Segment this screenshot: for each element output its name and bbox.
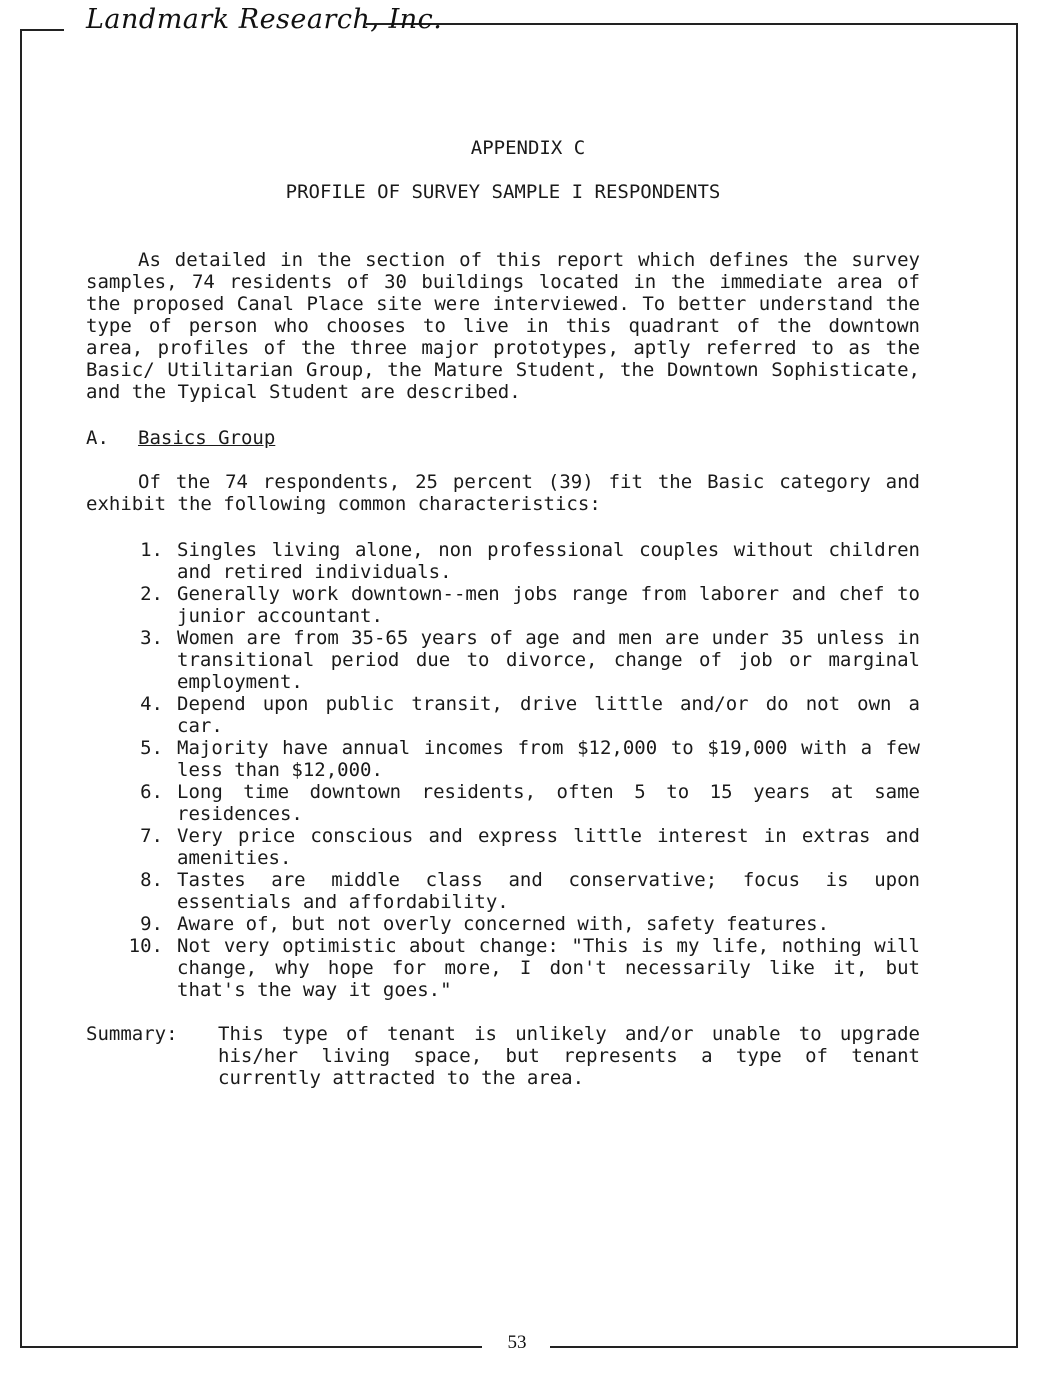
- appendix-title: APPENDIX C: [470, 137, 586, 159]
- list-item-text: Long time downtown residents, often 5 to 15 years at same residences.: [177, 781, 920, 825]
- list-item-text: Aware of, but not overly concerned with, safety features.: [177, 913, 830, 935]
- basics-paragraph: Of the 74 respondents, 25 percent (39) fit the Basic category and exhibit the following common characteristics:: [86, 471, 920, 515]
- summary-label: Summary:: [86, 1023, 178, 1045]
- list-item-number: 5.: [140, 737, 163, 759]
- list-item: [86, 781, 920, 825]
- list-item-text: Very price conscious and express little interest in extras and amenities.: [177, 825, 920, 869]
- border-right: [1016, 23, 1018, 1347]
- document-body: [86, 137, 920, 1089]
- list-item-number: 9.: [140, 913, 163, 935]
- summary-text: This type of tenant is unlikely and/or unable to upgrade his/her living space, but represents a type of tenant currently attracted to the area.: [218, 1023, 920, 1089]
- list-item: [86, 825, 920, 869]
- list-item-number: 4.: [140, 693, 163, 715]
- list-item-number: 6.: [140, 781, 163, 803]
- list-item-text: Generally work downtown--men jobs range from laborer and chef to junior accountant.: [177, 583, 920, 627]
- list-item-text: Tastes are middle class and conservative; focus is upon essentials and affordability.: [177, 869, 920, 913]
- profile-title: PROFILE OF SURVEY SAMPLE I RESPONDENTS: [285, 181, 721, 203]
- list-item-text: Not very optimistic about change: "This is my life, nothing will change, why hope for more, I don't necessarily like it, but that's the way it goes.": [177, 935, 920, 1001]
- list-item-number: 3.: [140, 627, 163, 649]
- list-item: [86, 693, 920, 737]
- list-item-text: Singles living alone, non professional couples without children and retired individuals.: [177, 539, 920, 583]
- list-item-number: 8.: [140, 869, 163, 891]
- list-item: [86, 627, 920, 693]
- list-item-text: Depend upon public transit, drive little and/or do not own a car.: [177, 693, 920, 737]
- list-item-text: Women are from 35-65 years of age and men are under 35 unless in transitional period due to divorce, change of job or marginal employment.: [177, 627, 920, 693]
- list-item: [86, 935, 920, 1001]
- section-a-heading: [86, 427, 920, 449]
- list-item-number: 2.: [140, 583, 163, 605]
- border-bottom-right: [550, 1346, 1018, 1348]
- intro-paragraph: As detailed in the section of this report which defines the survey samples, 74 residents of 30 buildings located in the immediate area of the proposed Canal Place site were interviewed. To better understand the type of person who chooses to live in this quadrant of the downtown area, profiles of the three major prototypes, aptly referred to as the Basic/ Utilitarian Group, the Mature Student, the Downtown Sophisticate, and the Typical Student are described.: [86, 249, 920, 403]
- list-item: [86, 869, 920, 913]
- list-item: [86, 583, 920, 627]
- list-item-number: 10.: [128, 935, 163, 957]
- list-item: [86, 539, 920, 583]
- summary-block: [86, 1023, 920, 1089]
- border-top-right: [366, 23, 1018, 25]
- list-item-text: Majority have annual incomes from $12,000 to $19,000 with a few less than $12,000.: [177, 737, 920, 781]
- border-top-left: [20, 29, 64, 31]
- list-item-number: 1.: [140, 539, 163, 561]
- section-letter: A.: [86, 427, 109, 449]
- company-logo: Landmark Research, Inc.: [86, 4, 443, 35]
- border-left: [20, 29, 22, 1347]
- border-bottom-left: [20, 1346, 482, 1348]
- characteristics-list: [86, 539, 920, 1001]
- list-item-number: 7.: [140, 825, 163, 847]
- list-item: [86, 913, 920, 935]
- page-number: 53: [507, 1332, 527, 1353]
- section-title: Basics Group: [138, 427, 276, 449]
- list-item: [86, 737, 920, 781]
